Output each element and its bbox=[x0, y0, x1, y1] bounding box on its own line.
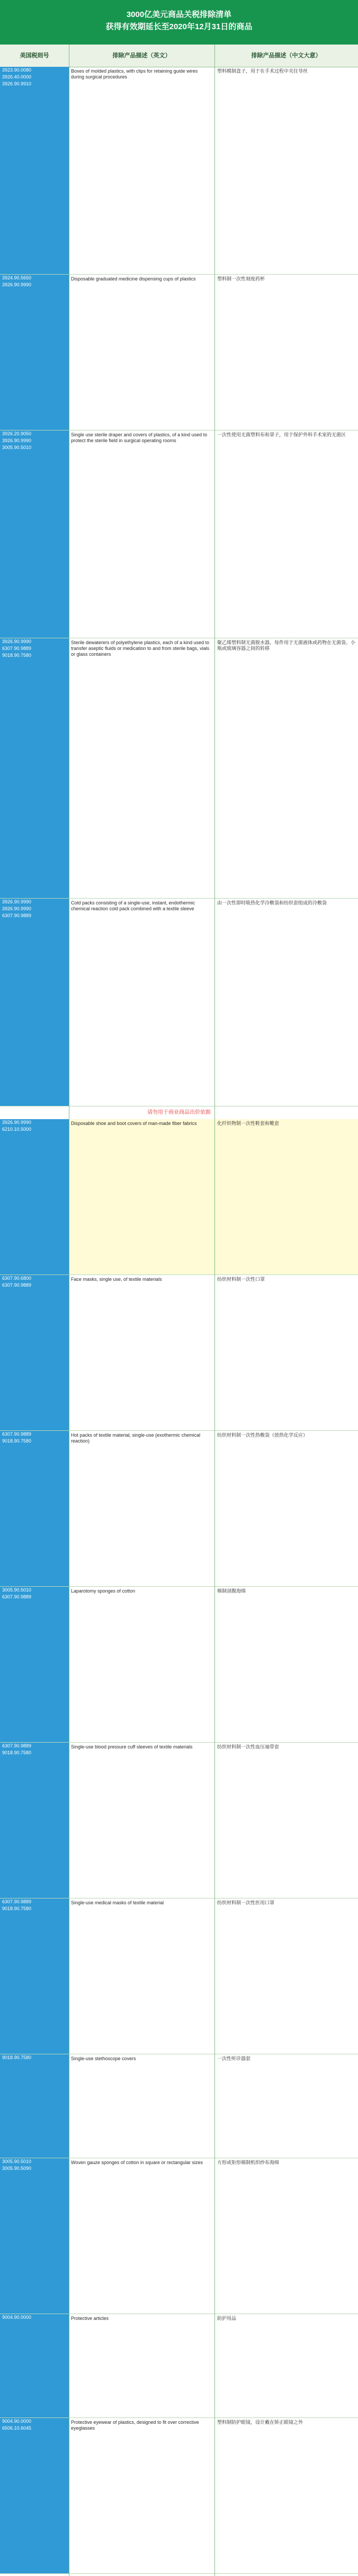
hts-code-cell bbox=[0, 275, 69, 430]
description-en-cell: Woven gauze sponges of cotton in square or rectangular sizes bbox=[71, 2160, 203, 2165]
watermark-note: 请勿用于商业商品出价依据 bbox=[147, 1110, 211, 1115]
table-header bbox=[0, 45, 358, 67]
hts-code: 6307.90.9889 bbox=[2, 1743, 32, 1748]
hts-code-cell bbox=[0, 1119, 69, 1274]
hts-code: 9018.90.7580 bbox=[2, 1750, 32, 1755]
table-row bbox=[0, 2054, 358, 2158]
description-zh-cell: 防护用品 bbox=[217, 2316, 237, 2321]
description-zh-cell: 塑料制一次性刻度药杯 bbox=[217, 276, 265, 282]
description-zh-cell: 塑料模制盒子，用于在手术过程中夹住导丝 bbox=[217, 68, 308, 74]
hts-code-cell bbox=[0, 1743, 69, 1898]
table-row bbox=[0, 1743, 358, 1898]
hts-code-cell bbox=[0, 2314, 69, 2417]
hts-code: 3926.90.9990 bbox=[2, 899, 32, 904]
description-zh-cell: 塑料制防护眼镜，设计戴在矫正眼镜之外 bbox=[217, 2420, 303, 2425]
table-row bbox=[0, 67, 358, 275]
description-en-cell: Boxes of molded plastics, with clips for retaining guide wires during surgical procedures bbox=[71, 68, 198, 80]
banner-title-line-1: 3000亿美元商品关税排除清单 bbox=[126, 10, 232, 19]
description-zh-cell: 聚乙烯塑料制无菌脱水器，每件用于无菌液体或药物在无菌袋、小瓶或玻璃容器之间的转移 bbox=[217, 640, 356, 651]
table-row bbox=[0, 2158, 358, 2314]
description-zh-cell: 棉制剖腹海绵 bbox=[217, 1588, 246, 1594]
hts-code: 6307.90.9889 bbox=[2, 1431, 32, 1437]
hts-code: 9004.90.0000 bbox=[2, 2315, 32, 2320]
description-en-cell: Single use sterile draper and covers of plastics, of a kind used to protect the sterile field in surgical operating rooms bbox=[71, 432, 208, 443]
description-en-cell: Single-use blood pressure cuff sleeves of textile materials bbox=[71, 1744, 193, 1749]
hts-code-cell bbox=[0, 1275, 69, 1430]
hts-code: 6210.10.5000 bbox=[2, 1127, 32, 1132]
table-row bbox=[0, 1898, 358, 2054]
description-en-cell: Protective eyewear of plastics, designed to fit over corrective eyeglasses bbox=[71, 2420, 199, 2431]
table-row bbox=[0, 2314, 358, 2418]
hts-code: 6506.10.6045 bbox=[2, 2425, 32, 2431]
header-description-en: 排除产品描述（英文） bbox=[112, 52, 171, 59]
hts-code: 9018.90.7580 bbox=[2, 1906, 32, 1911]
hts-code: 3926.90.9990 bbox=[2, 438, 32, 443]
hts-code: 6307.90.9889 bbox=[2, 1594, 32, 1599]
table-row bbox=[0, 1587, 358, 1743]
hts-code: 6307.90.9889 bbox=[2, 646, 32, 651]
hts-code: 3926.90.9990 bbox=[2, 639, 32, 644]
hts-code: 9018.90.7580 bbox=[2, 653, 32, 658]
description-en-cell: Protective articles bbox=[71, 2316, 109, 2321]
hts-code: 3923.90.0080 bbox=[2, 67, 32, 73]
table-row bbox=[0, 899, 358, 1106]
hts-code: 3926.20.9050 bbox=[2, 431, 32, 436]
hts-code: 3005.90.5010 bbox=[2, 1587, 32, 1593]
description-zh-cell: 方形或矩形棉制机织纱布海绵 bbox=[217, 2160, 280, 2165]
description-zh-cell: 一次性听诊器套 bbox=[217, 2056, 251, 2061]
hts-code-cell bbox=[0, 1587, 69, 1742]
description-en-cell: Single-use medical masks of textile material bbox=[71, 1900, 164, 1905]
header-hts-code: 美国税则号 bbox=[20, 52, 49, 59]
table-row bbox=[0, 1119, 358, 1275]
hts-code-cell bbox=[0, 638, 69, 898]
hts-code-cell bbox=[0, 1431, 69, 1586]
hts-code: 3926.90.9990 bbox=[2, 906, 32, 911]
description-zh-cell: 纺织材料制一次性医用口罩 bbox=[217, 1900, 275, 1905]
description-en-cell: Disposable graduated medicine dispensing cups of plastics bbox=[71, 276, 196, 282]
hts-code: 6307.90.9889 bbox=[2, 1899, 32, 1904]
header-description-zh: 排除产品描述（中文大意） bbox=[251, 52, 321, 59]
hts-code-cell bbox=[0, 2158, 69, 2314]
title-banner bbox=[0, 0, 358, 45]
hts-code: 9018.90.7580 bbox=[2, 2055, 32, 2060]
hts-code: 9004.90.0000 bbox=[2, 2419, 32, 2424]
hts-code-cell bbox=[0, 1898, 69, 2054]
table-row bbox=[0, 275, 358, 430]
hts-code-cell bbox=[0, 2418, 69, 2573]
table-row bbox=[0, 1431, 358, 1587]
description-zh-cell: 一次性使用无菌塑料布和罩子，用于保护外科手术室的无菌区 bbox=[217, 432, 346, 437]
hts-code: 3005.90.5010 bbox=[2, 445, 32, 450]
hts-code: 9018.90.7580 bbox=[2, 1438, 32, 1444]
hts-code: 6307.90.6800 bbox=[2, 1276, 32, 1281]
hts-code-cell bbox=[0, 899, 69, 1106]
hts-code: 3005.90.5090 bbox=[2, 2166, 32, 2171]
hts-code: 6307.90.9889 bbox=[2, 913, 32, 918]
description-en-cell: Disposable shoe and boot covers of man-made fiber fabrics bbox=[71, 1121, 197, 1126]
description-zh-cell: 纺织材料制一次性血压袖带套 bbox=[217, 1744, 280, 1749]
description-en-cell: Laparotomy sponges of cotton bbox=[71, 1588, 136, 1594]
hts-code: 3924.90.5650 bbox=[2, 275, 32, 280]
column-divider bbox=[214, 45, 215, 2576]
hts-code: 3926.90.9990 bbox=[2, 1120, 32, 1125]
banner-title-line-2: 获得有效期延长至2020年12月31日的商品 bbox=[105, 22, 253, 31]
hts-code-cell bbox=[0, 2054, 69, 2158]
hts-code-cell bbox=[0, 67, 69, 274]
description-en-cell: Single-use stethoscope covers bbox=[71, 2056, 136, 2061]
table-row bbox=[0, 638, 358, 899]
description-zh-cell: 化纤织物制一次性鞋套和靴套 bbox=[217, 1121, 280, 1126]
description-en-cell: Hot packs of textile material, single-use (exothermic chemical reaction) bbox=[71, 1432, 201, 1444]
description-en-cell: Face masks, single use, of textile materials bbox=[71, 1277, 162, 1282]
hts-code: 3926.40.0000 bbox=[2, 74, 32, 80]
hts-code: 6307.90.9889 bbox=[2, 1282, 32, 1288]
description-en-cell: Cold packs consisting of a single-use, instant, endothermic chemical reaction cold pack combined with a textile sleeve bbox=[71, 900, 195, 911]
hts-code-cell bbox=[0, 430, 69, 638]
hts-code: 3926.90.9910 bbox=[2, 81, 32, 86]
description-en-cell: Sterile dewaterers of polyethylene plastics, each of a kind used to transfer aseptic fluids or medication to and from sterile bags, vials or glass containers bbox=[71, 640, 210, 657]
description-zh-cell: 由一次性即时吸热化学冷敷袋和纺织套组成的冷敷袋 bbox=[217, 900, 327, 905]
table-row bbox=[0, 2418, 358, 2574]
hts-code: 3005.90.5010 bbox=[2, 2159, 32, 2164]
description-zh-cell: 纺织材料制一次性口罩 bbox=[217, 1277, 265, 1282]
table-row bbox=[0, 430, 358, 638]
hts-code: 3926.90.9990 bbox=[2, 282, 32, 287]
description-zh-cell: 纺织材料制一次性热敷袋（放热化学反应） bbox=[217, 1432, 308, 1438]
table-row bbox=[0, 1275, 358, 1431]
